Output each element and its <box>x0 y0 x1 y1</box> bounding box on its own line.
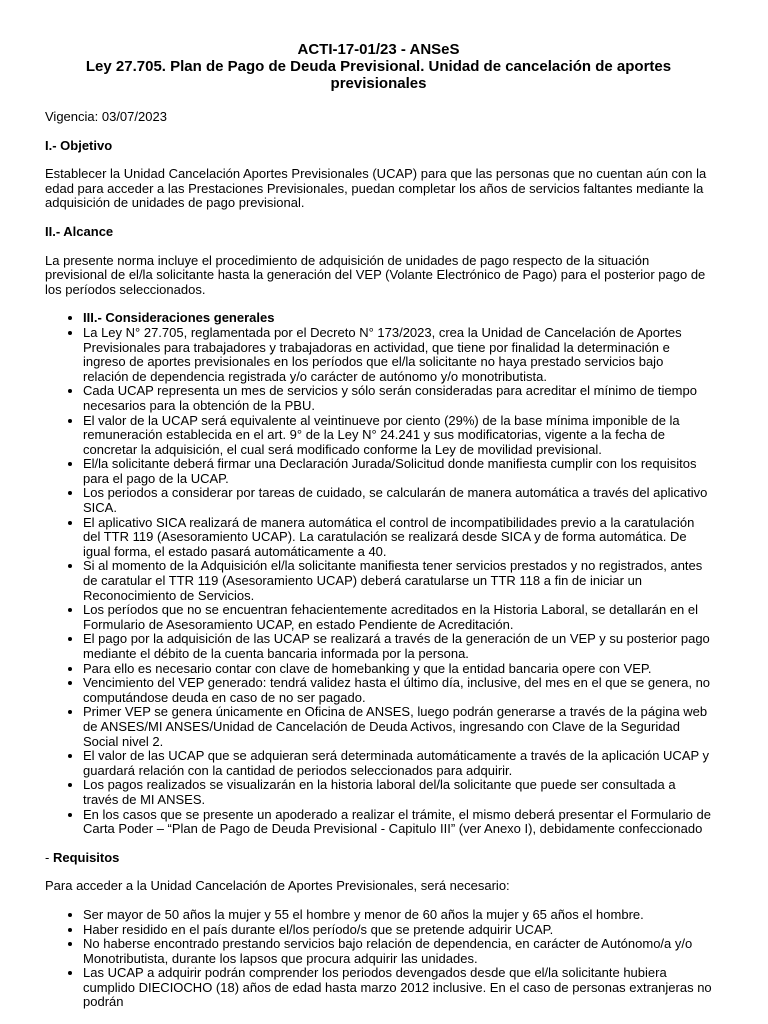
requisitos-intro: Para acceder a la Unidad Cancelación de Aportes Previsionales, será necesario: <box>45 878 510 894</box>
requisitos-list <box>45 908 712 1010</box>
section-consideraciones-heading: III.- Consideraciones generales <box>83 310 275 326</box>
list-item: • La Ley N° 27.705, reglamentada por el Decreto N° 173/2023, crea la Unidad de Cancelación de Aportes Previsionales para trabajadores y trabajadoras en actividad, que tiene por finalidad la determinación e ingreso de aportes previsionales en los períodos que el/la solicitante no haya prestado servicios bajo relación de dependencia registrada y/o carácter de autónomo y/o monotributista. <box>83 326 712 384</box>
vigencia-date: Vigencia: 03/07/2023 <box>45 109 167 124</box>
section-alcance-heading: II.- Alcance <box>45 223 114 239</box>
list-item: • Primer VEP se genera únicamente en Oficina de ANSES, luego podrán generarse a través de la página web de ANSES/MI ANSES/Unidad de Cancelación de Deuda Activos, ingresando con Clave de la Seguridad Social nivel 2. <box>83 705 712 749</box>
list-item: • Vencimiento del VEP generado: tendrá validez hasta el último día, inclusive, del mes en el que se genera, no computándose deuda en caso de no ser pagado. <box>83 676 712 705</box>
section-alcance-text: La presente norma incluye el procedimiento de adquisición de unidades de pago respecto de la situación previsional de el/la solicitante hasta la generación del VEP (Volante Electrónico de Pago) para el posterior pago de los períodos seleccionados. <box>45 252 706 297</box>
list-item: • Cada UCAP representa un mes de servicios y sólo serán consideradas para acreditar el mínimo de tiempo necesarios para la obtención de la PBU. <box>83 384 712 413</box>
list-item: • El aplicativo SICA realizará de manera automática el control de incompatibilidades previo a la caratulación del TTR 119 (Asesoramiento UCAP). La caratulación se realizará desde SICA y de forma automática. De igual forma, el estado pasará automáticamente a 40. <box>83 516 712 560</box>
title-subject: Ley 27.705. Plan de Pago de Deuda Previsional. Unidad de cancelación de aportes previsionales <box>85 58 672 92</box>
list-item: • En los casos que se presente un apoderado a realizar el trámite, el mismo deberá presentar el Formulario de Carta Poder – “Plan de Pago de Deuda Previsional - Capitulo III” (ver Anexo I), debidamente confeccionado <box>83 808 712 837</box>
document-title <box>45 41 712 92</box>
section-objetivo-heading: I.- Objetivo <box>45 137 113 153</box>
list-item: • No haberse encontrado prestando servicios bajo relación de dependencia, en carácter de Autónomo/a y/o Monotributista, durante los lapsos que procura adquirir las unidades. <box>83 937 712 966</box>
list-item: • El valor de la UCAP será equivalente al veintinueve por ciento (29%) de la base mínima imponible de la remuneración establecida en el art. 9° de la Ley N° 24.241 y sus modificatorias, vigente a la fecha de concretar la adquisición, el cual será modificado conforme la Ley de movilidad previsional. <box>83 414 712 458</box>
title-code: ACTI-17-01/23 - ANSeS <box>297 41 460 58</box>
consideraciones-heading-item <box>83 311 712 326</box>
list-item: • Los pagos realizados se visualizarán en la historia laboral del/la solicitante que puede ser consultada a través de MI ANSES. <box>83 778 712 807</box>
list-item: • El valor de las UCAP que se adquieran será determinada automáticamente a través de la aplicación UCAP y guardará relación con la cantidad de periodos seleccionados para adquirir. <box>83 749 712 778</box>
list-item: • Haber residido en el país durante el/los período/s que se pretende adquirir UCAP. <box>83 923 712 938</box>
list-item: • Ser mayor de 50 años la mujer y 55 el hombre y menor de 60 años la mujer y 65 años el hombre. <box>83 908 712 923</box>
list-item: • Para ello es necesario contar con clave de homebanking y que la entidad bancaria opere con VEP. <box>83 662 712 677</box>
list-item: • Si al momento de la Adquisición el/la solicitante manifiesta tener servicios prestados y no registrados, antes de caratular el TTR 119 (Asesoramiento UCAP) deberá caratularse un TTR 118 a fin de iniciar un Reconocimiento de Servicios. <box>83 559 712 603</box>
list-item: • El pago por la adquisición de las UCAP se realizará a través de la generación de un VEP y su posterior pago mediante el débito de la cuenta bancaria informada por la persona. <box>83 632 712 661</box>
section-objetivo-text: Establecer la Unidad Cancelación Aportes Previsionales (UCAP) para que las personas que no cuentan aún con la edad para acceder a las Prestaciones Previsionales, puedan completar los años de servicios faltantes mediante la adquisición de unidades de pago previsional. <box>45 166 707 211</box>
requisitos-prefix: - <box>45 849 53 865</box>
list-item: • Las UCAP a adquirir podrán comprender los periodos devengados desde que el/la solicitante hubiera cumplido DIECIOCHO (18) años de edad hasta marzo 2012 inclusive. En el caso de personas extranjeras no podrán <box>83 966 712 1010</box>
list-item: • Los periodos a considerar por tareas de cuidado, se calcularán de manera automática a través del aplicativo SICA. <box>83 486 712 515</box>
consideraciones-list <box>45 311 712 836</box>
requisitos-label: Requisitos <box>52 849 120 865</box>
section-requisitos-heading <box>45 851 712 866</box>
list-item: • El/la solicitante deberá firmar una Declaración Jurada/Solicitud donde manifiesta cumplir con los requisitos para el pago de la UCAP. <box>83 457 712 486</box>
list-item: • Los períodos que no se encuentran fehacientemente acreditados en la Historia Laboral, se detallarán en el Formulario de Asesoramiento UCAP, en estado Pendiente de Acreditación. <box>83 603 712 632</box>
